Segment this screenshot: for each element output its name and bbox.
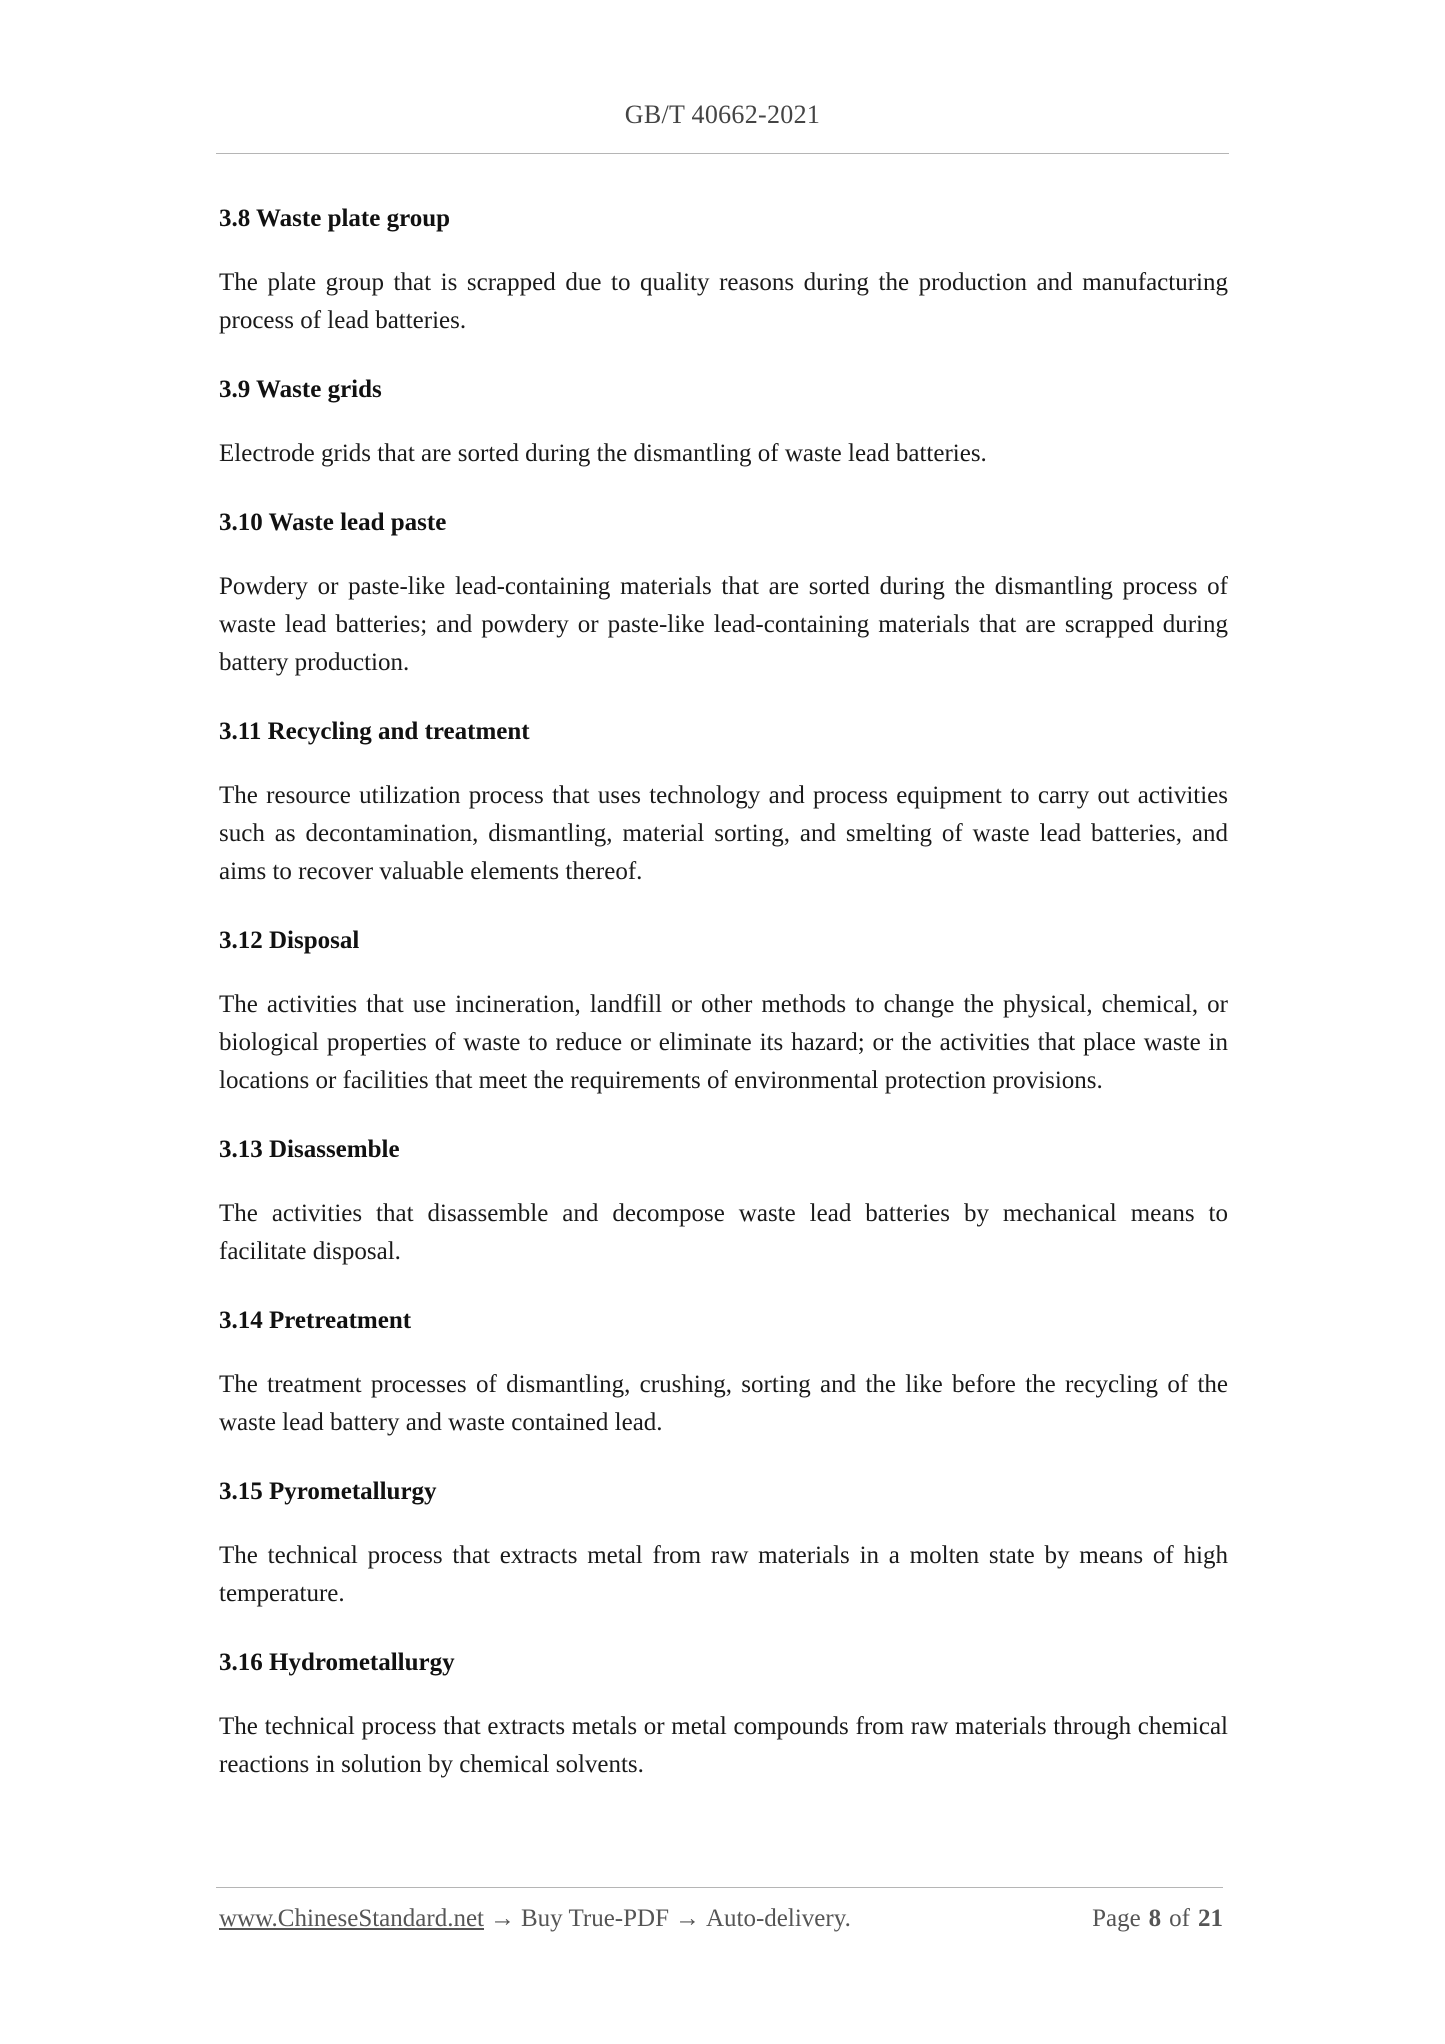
arrow-right-icon: → <box>674 1905 700 1932</box>
section-3-15 <box>219 1473 1228 1613</box>
section-title: 3.12 Disposal <box>219 927 360 954</box>
arrow-right-icon: → <box>490 1905 515 1932</box>
section-title: 3.13 Disassemble <box>219 1136 400 1163</box>
header-divider <box>216 153 1229 154</box>
section-body: The activities that use incineration, landfill or other methods to change the physical, chemical, or biological properties of waste to reduce or eliminate its hazard; or the activities that place waste in locations or facilities that meet the requirements of environmental protection provisions. <box>219 991 1228 1094</box>
auto-delivery-text: Auto-delivery. <box>705 1905 851 1932</box>
section-title: 3.15 Pyrometallurgy <box>219 1478 437 1505</box>
footer-promo <box>219 1905 851 1933</box>
section-3-14 <box>219 1302 1228 1442</box>
section-3-16 <box>219 1644 1228 1784</box>
total-page-number: 21 <box>1198 1905 1223 1932</box>
section-3-13 <box>219 1131 1228 1271</box>
page-indicator <box>1092 1905 1223 1933</box>
section-body: Electrode grids that are sorted during the dismantling of waste lead batteries. <box>219 440 987 467</box>
section-title: 3.14 Pretreatment <box>219 1307 412 1334</box>
section-body: The technical process that extracts metals or metal compounds from raw materials through chemical reactions in solution by chemical solvents. <box>219 1713 1228 1778</box>
section-body: The activities that disassemble and decompose waste lead batteries by mechanical means to facilitate disposal. <box>219 1200 1228 1265</box>
website-link[interactable]: www.ChineseStandard.net <box>219 1905 484 1932</box>
page-of-label: of <box>1169 1905 1190 1932</box>
section-3-9 <box>219 371 1228 473</box>
section-body: The resource utilization process that uses technology and process equipment to carry out activities such as decontamination, dismantling, material sorting, and smelting of waste lead batteries, and aims to recover valuable elements thereof. <box>219 782 1228 885</box>
section-title: 3.8 Waste plate group <box>219 205 451 232</box>
section-3-12 <box>219 922 1228 1100</box>
document-content <box>219 200 1228 1815</box>
footer-divider <box>216 1887 1223 1888</box>
section-3-10 <box>219 504 1228 682</box>
section-title: 3.16 Hydrometallurgy <box>219 1649 455 1676</box>
section-body: The plate group that is scrapped due to quality reasons during the production and manufacturing process of lead batteries. <box>219 269 1228 334</box>
section-title: 3.10 Waste lead paste <box>219 509 447 536</box>
section-3-8 <box>219 200 1228 340</box>
section-body: The treatment processes of dismantling, crushing, sorting and the like before the recycling of the waste lead battery and waste contained lead. <box>219 1371 1228 1436</box>
section-title: 3.9 Waste grids <box>219 376 382 403</box>
page-label: Page <box>1092 1905 1141 1932</box>
buy-pdf-text: Buy True-PDF <box>521 1905 669 1932</box>
document-header: GB/T 40662-2021 <box>624 100 821 129</box>
current-page-number: 8 <box>1148 1905 1162 1932</box>
section-body: Powdery or paste-like lead-containing materials that are sorted during the dismantling process of waste lead batteries; and powdery or paste-like lead-containing materials that are scrapped during battery production. <box>219 573 1228 676</box>
section-3-11 <box>219 713 1228 891</box>
section-title: 3.11 Recycling and treatment <box>219 718 530 745</box>
section-body: The technical process that extracts metal from raw materials in a molten state by means of high temperature. <box>219 1542 1228 1607</box>
